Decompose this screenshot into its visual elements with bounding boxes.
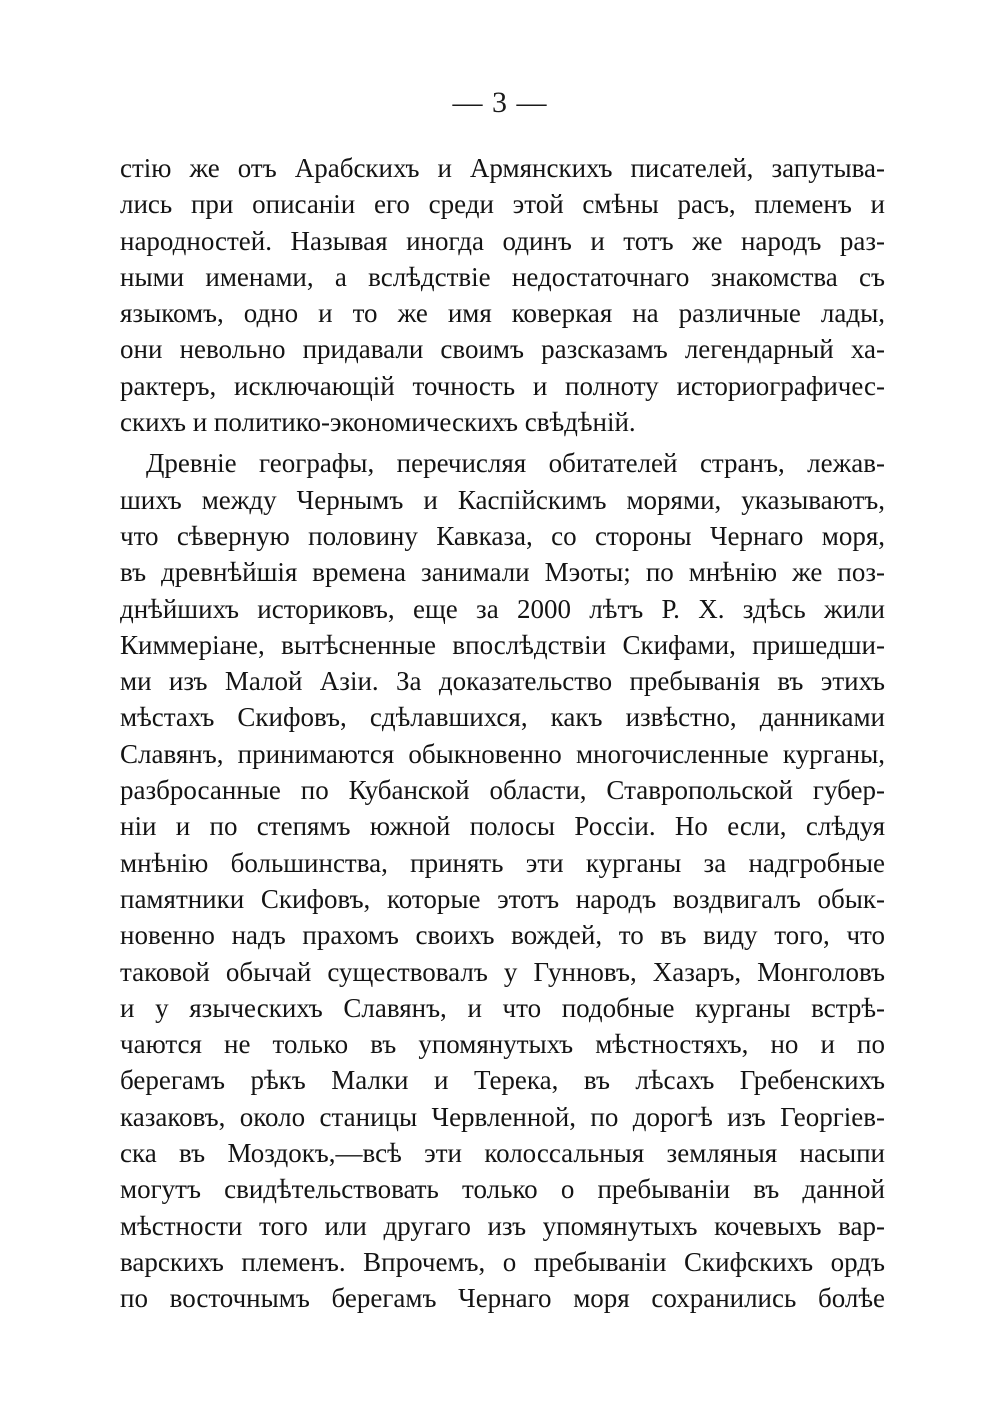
text-line: чаются не только въ упомянутыхъ мѣстностяхъ, но и по	[120, 1029, 885, 1060]
text-line: памятники Скифовъ, которые этотъ народъ воздвигалъ обык-	[120, 883, 885, 914]
text-line: рактеръ, исключающій точность и полноту историографичес-	[120, 370, 885, 401]
text-line: скихъ и политико-экономическихъ свѣдѣній.	[120, 407, 636, 438]
text-line: новенно надъ прахомъ своихъ вождей, то въ виду того, что	[120, 920, 885, 951]
text-line: мнѣнію большинства, принять эти курганы за надгробные	[120, 847, 885, 878]
text-line: варскихъ племенъ. Впрочемъ, о пребываніи Скифскихъ ордъ	[120, 1246, 885, 1277]
text-line: ска въ Моздокъ,—всѣ эти колоссальныя земляныя насыпи	[120, 1138, 885, 1169]
text-line: ми изъ Малой Азіи. За доказательство пребыванія въ этихъ	[120, 666, 885, 697]
text-line: могутъ свидѣтельствовать только о пребываніи въ данной	[120, 1174, 885, 1205]
paragraph-1	[120, 150, 885, 440]
text-line: берегамъ рѣкъ Малки и Терека, въ лѣсахъ Гребенскихъ	[120, 1065, 885, 1096]
text-line: таковой обычай существовалъ у Гунновъ, Хазаръ, Монголовъ	[120, 956, 885, 987]
text-line: и у языческихъ Славянъ, и что подобные курганы встрѣ-	[120, 992, 885, 1023]
text-line: стію же отъ Арабскихъ и Армянскихъ писателей, запутыва-	[120, 153, 885, 183]
text-line: они невольно придавали своимъ разсказамъ легендарный ха-	[120, 334, 885, 365]
text-line: днѣйшихъ историковъ, еще за 2000 лѣтъ Р. Х. здѣсь жили	[120, 593, 885, 624]
text-line: народностей. Называя иногда одинъ и тотъ же народъ раз-	[120, 225, 885, 256]
text-line: лись при описаніи его среди этой смѣны расъ, племенъ и	[120, 189, 885, 220]
text-line: языкомъ, одно и то же имя коверкая на различные лады,	[120, 298, 885, 329]
text-line: шихъ между Чернымъ и Каспійскимъ морями, указываютъ,	[120, 484, 885, 515]
text-line: по восточнымъ берегамъ Чернаго моря сохранились болѣе	[120, 1283, 885, 1314]
text-line: казаковъ, около станицы Червленной, по дорогѣ изъ Георгіев-	[120, 1101, 885, 1132]
page-number: — 3 —	[452, 86, 548, 119]
text-line: что сѣверную половину Кавказа, со стороны Чернаго моря,	[120, 520, 885, 551]
text-line: ными именами, а вслѣдствіе недостаточнаго знакомства съ	[120, 261, 885, 292]
paragraph-2	[120, 445, 885, 1316]
text-line: Киммеріане, вытѣсненные впослѣдствіи Скифами, пришедши-	[120, 629, 885, 660]
text-line: въ древнѣйшія времена занимали Мэоты; по мнѣнію же поз-	[120, 557, 885, 588]
text-line: разбросанные по Кубанской области, Ставропольской губер-	[120, 775, 885, 806]
text-line: мѣстности того или другаго изъ упомянутыхъ кочевыхъ вар-	[120, 1210, 885, 1241]
text-line: Древніе географы, перечисляя обитателей странъ, лежав-	[146, 448, 885, 479]
text-line: ніи и по степямъ южной полосы Россіи. Но если, слѣдуя	[120, 811, 885, 842]
body-text	[120, 150, 885, 1317]
text-line: Славянъ, принимаются обыкновенно многочисленные курганы,	[120, 738, 885, 769]
text-line: мѣстахъ Скифовъ, сдѣлавшихся, какъ извѣстно, данниками	[120, 702, 885, 733]
